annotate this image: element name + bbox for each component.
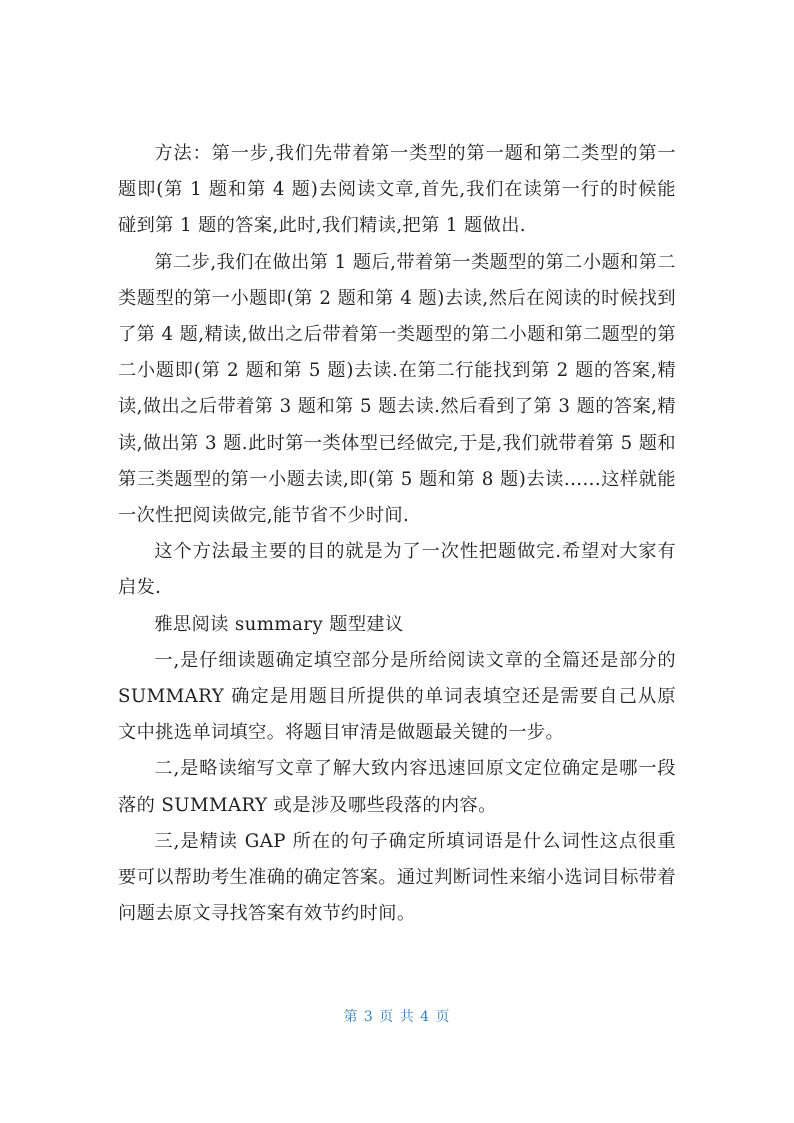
section-heading-summary-advice: 雅思阅读 summary 题型建议 (154, 613, 404, 635)
paragraph-method-step-one: 方法：第一步,我们先带着第一类型的第一题和第二类型的第一题即(第 1 题和第 4 题)去阅读文章,首先,我们在读第一行的时候能碰到第 1 题的答案,此时,我们精读,把第 1 题做出. (118, 143, 676, 237)
paragraph-advice-three: 三,是精读 GAP 所在的句子确定所填词语是什么词性这点很重要可以帮助考生准确的确定答案。通过判断词性来缩小选词目标带着问题去原文寻找答案有效节约时间。 (118, 830, 676, 925)
paragraph-advice-two: 二,是略读缩写文章了解大致内容迅速回原文定位确定是哪一段落的 SUMMARY 或是涉及哪些段落的内容。 (118, 758, 676, 816)
paragraph-advice-one: 一,是仔细读题确定填空部分是所给阅读文章的全篇还是部分的 SUMMARY 确定是用题目所提供的单词表填空还是需要自己从原文中挑选单词填空。将题目审清是做题最关键的一步。 (118, 649, 676, 744)
paragraph-method-purpose: 这个方法最主要的目的就是为了一次性把题做完.希望对大家有启发. (118, 541, 676, 599)
document-body (118, 136, 676, 932)
page-number-footer: 第 3 页 共 4 页 (343, 1009, 451, 1025)
paragraph-method-step-two: 第二步,我们在做出第 1 题后,带着第一类题型的第二小题和第二类题型的第一小题即(第 2 题和第 4 题)去读,然后在阅读的时候找到了第 4 题,精读,做出之后带着第一类题型的第二小题和第二题型的第二小题即(第 2 题和第 5 题)去读.在第二行能找到第 2 题的答案,精读,做出之后带着第 3 题和第 5 题去读.然后看到了第 3 题的答案,精读,做出第 3 题.此时第一类体型已经做完,于是,我们就带着第 5 题和第三类题型的第一小题去读,即(第 5 题和第 8 题)去读......这样就能一次性把阅读做完,能节省不少时间. (118, 251, 676, 527)
